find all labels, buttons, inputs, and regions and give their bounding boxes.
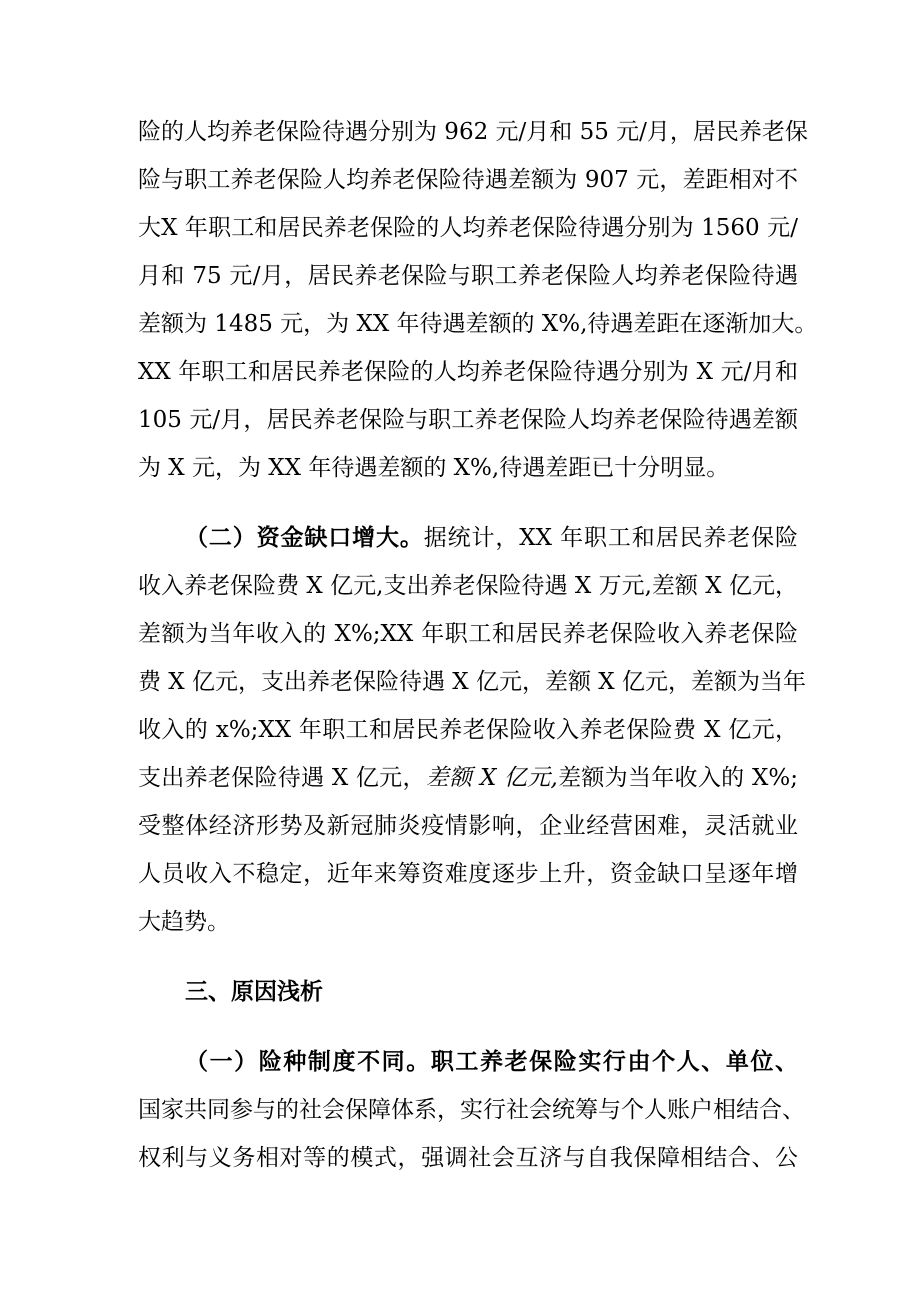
paragraph-2-line-6-end: 差额为当年收入的 X%; bbox=[557, 765, 798, 791]
paragraph-1-line-3: 大X 年职工和居民养老保险的人均养老保险待遇分别为 1560 元/ bbox=[138, 215, 798, 241]
paragraph-2-line-1-rest: 据统计，XX 年职工和居民养老保险 bbox=[423, 525, 799, 551]
paragraph-3-line-2: 国家共同参与的社会保障体系，实行社会统筹与个人账户相结合、 bbox=[138, 1097, 805, 1123]
paragraph-1-line-4: 月和 75 元/月，居民养老保险与职工养老保险人均养老保险待遇 bbox=[138, 263, 798, 289]
paragraph-1-line-5: 差额为 1485 元，为 XX 年待遇差额的 X%,待遇差距在逐渐加大。 bbox=[138, 311, 818, 337]
section-3-heading: 三、原因浅析 bbox=[185, 978, 323, 1005]
paragraph-2-line-6-start: 支出养老保险待遇 X 亿元， bbox=[138, 765, 426, 791]
paragraph-3-line-1: （一）险种制度不同。职工养老保险实行由个人、单位、 bbox=[185, 1048, 798, 1075]
paragraph-2-line-8: 人员收入不稳定，近年来筹资难度逐步上升，资金缺口呈逐年增 bbox=[138, 861, 798, 887]
paragraph-2-line-3: 差额为当年收入的 X%;XX 年职工和居民养老保险收入养老保险 bbox=[138, 621, 798, 647]
paragraph-2-line-6 bbox=[138, 760, 798, 796]
paragraph-1-line-8: 为 X 元，为 XX 年待遇差额的 X%,待遇差距已十分明显。 bbox=[138, 455, 730, 481]
paragraph-1-line-7: 105 元/月，居民养老保险与职工养老保险人均养老保险待遇差额 bbox=[138, 407, 798, 433]
paragraph-2-line-9: 大趋势。 bbox=[138, 909, 230, 935]
paragraph-2-line-7: 受整体经济形势及新冠肺炎疫情影响，企业经营困难，灵活就业 bbox=[138, 813, 798, 839]
paragraph-2-heading: （二）资金缺口增大。 bbox=[185, 524, 424, 551]
paragraph-2-line-5: 收入的 x%;XX 年职工和居民养老保险收入养老保险费 X 亿元， bbox=[138, 717, 798, 743]
paragraph-2-line-2: 收入养老保险费 X 亿元,支出养老保险待遇 X 万元,差额 X 亿元， bbox=[138, 573, 798, 599]
paragraph-1-line-1: 险的人均养老保险待遇分别为 962 元/月和 55 元/月，居民养老保 bbox=[138, 119, 808, 145]
paragraph-2-line-4: 费 X 亿元，支出养老保险待遇 X 亿元，差额 X 亿元，差额为当年 bbox=[138, 669, 806, 695]
paragraph-2-line-1 bbox=[185, 520, 798, 556]
paragraph-1-line-2: 险与职工养老保险人均养老保险待遇差额为 907 元，差距相对不 bbox=[138, 167, 798, 193]
paragraph-1-line-6: XX 年职工和居民养老保险的人均养老保险待遇分别为 X 元/月和 bbox=[138, 359, 798, 385]
paragraph-2-line-6-italic: 差额 X 亿元, bbox=[425, 765, 558, 791]
paragraph-3-line-3: 权利与义务相对等的模式，强调社会互济与自我保障相结合、公 bbox=[138, 1145, 798, 1171]
